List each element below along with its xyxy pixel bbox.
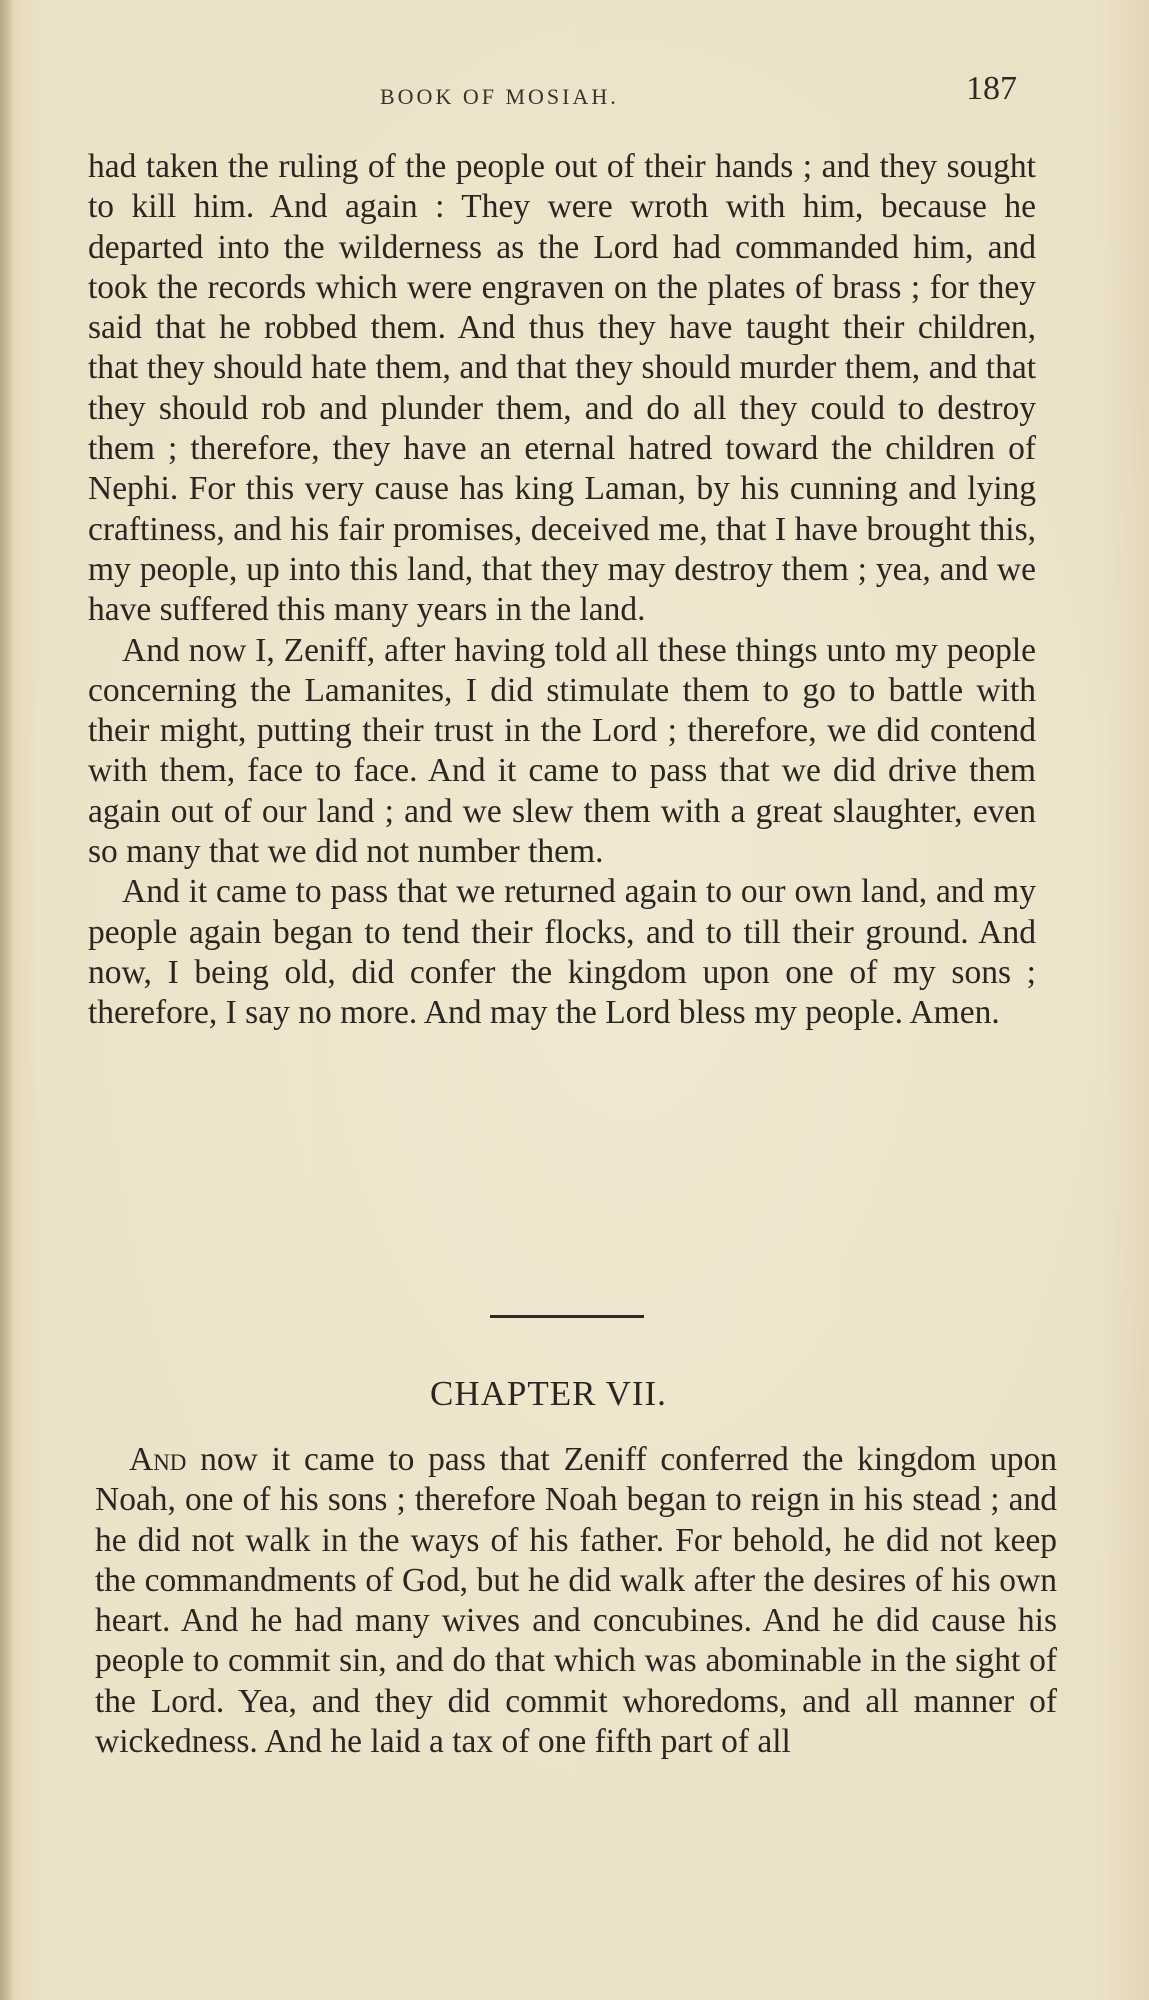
binding-gutter-shadow: [0, 0, 14, 2000]
opening-word: And: [129, 1441, 187, 1478]
running-head: BOOK OF MOSIAH.: [380, 84, 619, 109]
opening-paragraph-body: now it came to pass that Zeniff conferred the kingdom upon Noah, one of his sons ; therefore Noah began to reign in his stead ; and he did not walk in the ways of his father. For behold, he did not keep the commandments of God, but he did walk after the desires of his own heart. And he had many wives and concubines. And he did cause his people to commit sin, and do that which was abominable in the sight of the Lord. Yea, and they did commit whoredoms, and all manner of wickedness. And he laid a tax of one fifth part of all: [95, 1441, 1057, 1761]
section-divider-rule: [490, 1315, 644, 1318]
page-number: 187: [966, 70, 1017, 107]
chapter-opening-paragraph: [95, 1440, 1057, 1762]
paragraph-kingdom-conferred: And it came to pass that we returned again to our own land, and my people again began to tend their flocks, and to till their ground. And now, I being old, did confer the kingdom upon one of my sons ; therefore, I say no more. And may the Lord bless my people. Amen.: [88, 873, 1036, 1032]
paragraph-battle: And now I, Zeniff, after having told all these things unto my people concerning the Lamanites, I did stimulate them to go to battle with their might, putting their trust in the Lord ; therefore, we did contend with them, face to face. And it came to pass that we did drive them again out of our land ; and we slew them with a great slaughter, even so many that we did not number them.: [88, 631, 1036, 871]
chapter-title: CHAPTER VII.: [430, 1374, 667, 1413]
chapter-seven-text: [95, 1440, 1057, 1762]
paragraph-continuation: had taken the ruling of the people out of their hands ; and they sought to kill him. And again : They were wroth with him, because he departed into the wilderness as the Lord had commanded him, and took the records which were engraven on the plates of brass ; for they said that he robbed them. And thus they have taught their children, that they should hate them, and that they should murder them, and that they should rob and plunder them, and do all they could to destroy them ; therefore, they have an eternal hatred toward the children of Nephi. For this very cause has king Laman, by his cunning and lying craftiness, and his fair promises, deceived me, that I have brought this, my people, up into this land, that they may destroy them ; yea, and we have suffered this many years in the land.: [88, 148, 1036, 629]
zeniff-closing-text: [88, 147, 1036, 1034]
